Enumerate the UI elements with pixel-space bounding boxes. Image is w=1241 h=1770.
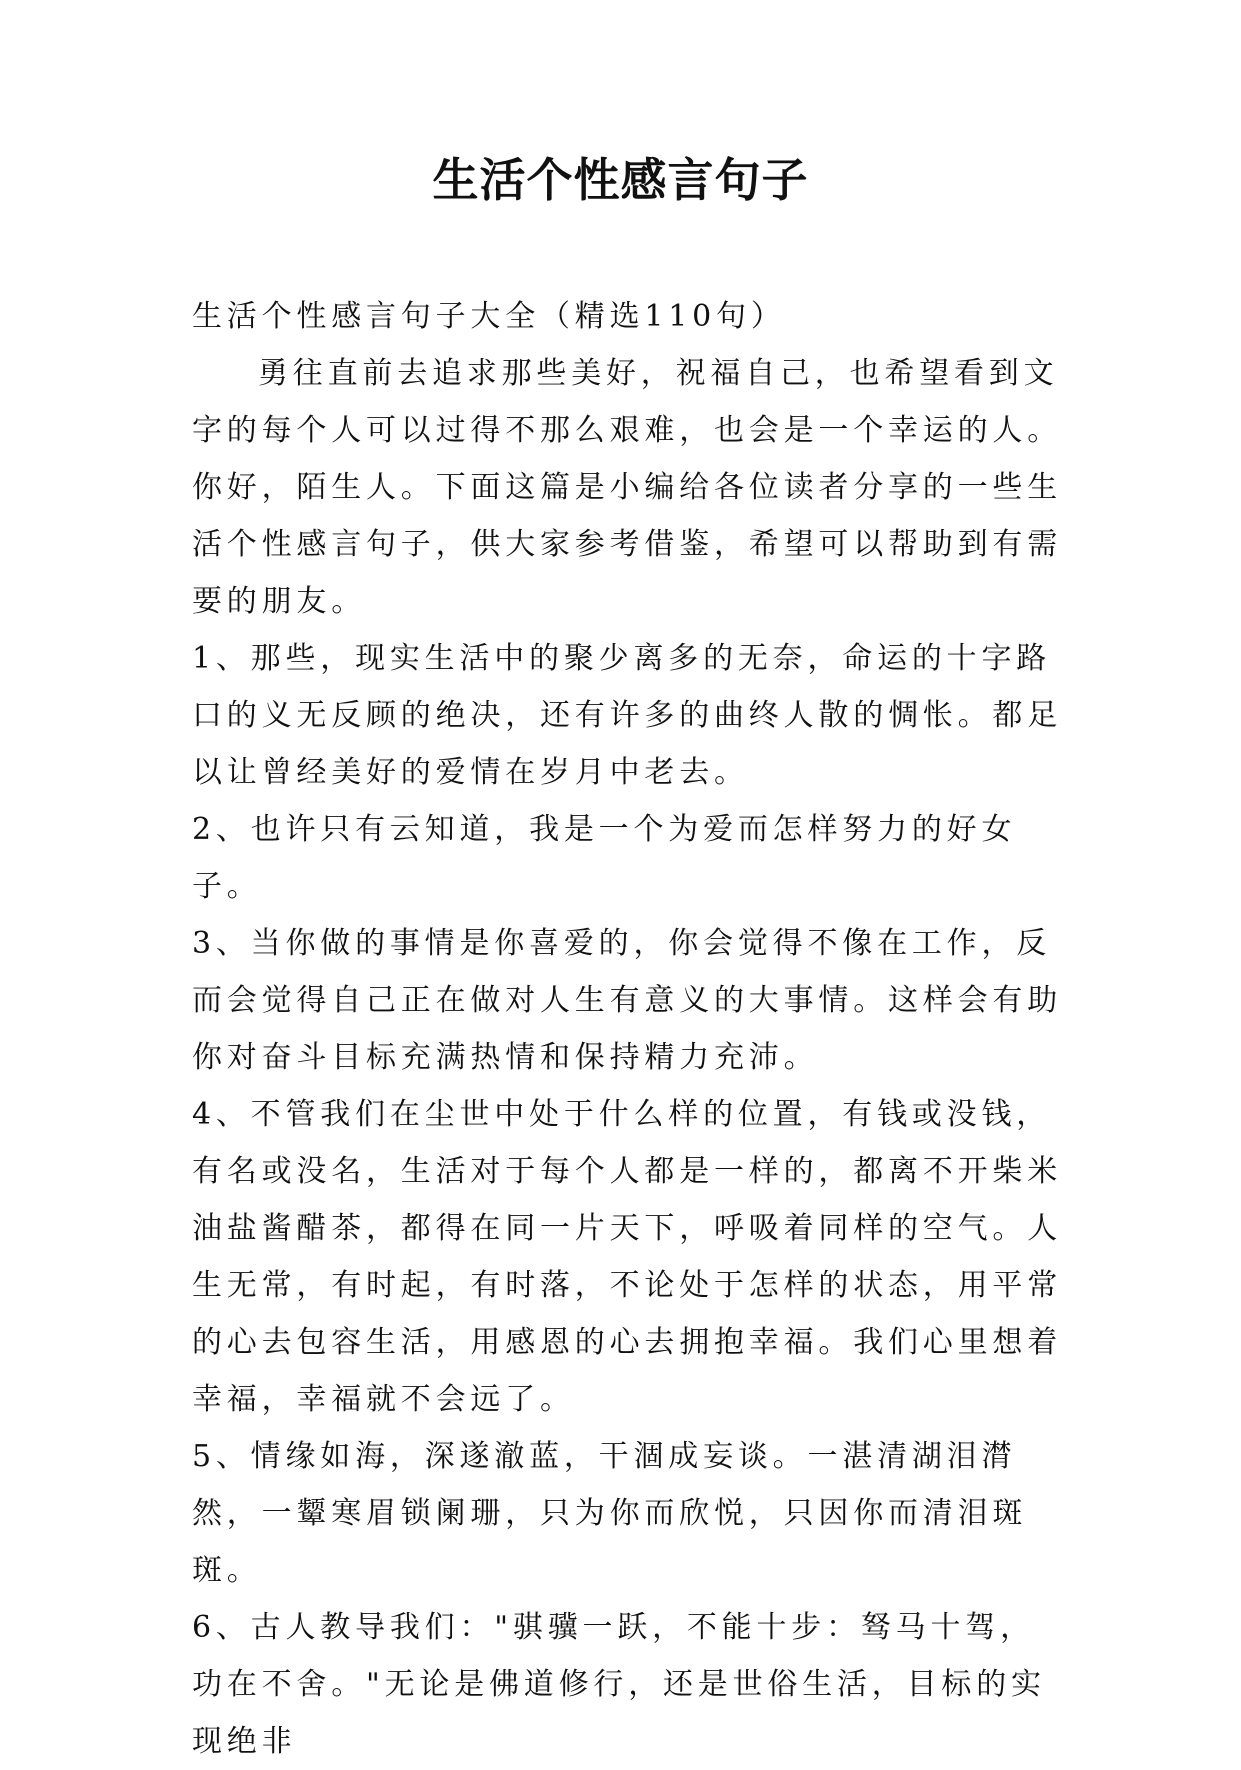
document-body [192,288,1062,1770]
quote-item-6: 6、古人教导我们："骐骥一跃，不能十步：驽马十驾，功在不舍。"无论是佛道修行，还是世俗生活，目标的实现绝非 [192,1610,1046,1759]
quote-item-3: 3、当你做的事情是你喜爱的，你会觉得不像在工作，反而会觉得自己正在做对人生有意义的大事情。这样会有助你对奋斗目标充满热情和保持精力充沛。 [192,926,1062,1075]
document-title: 生活个性感言句子 [432,153,809,207]
quote-item-5: 5、情缘如海，深遂澈蓝，干涸成妄谈。一湛清湖泪潸然，一颦寒眉锁阑珊，只为你而欣悦，只因你而清泪斑斑。 [192,1439,1028,1588]
document-subtitle: 生活个性感言句子大全（精选110句） [192,299,786,334]
quote-item-1: 1、那些，现实生活中的聚少离多的无奈，命运的十字路口的义无反顾的绝决，还有许多的曲终人散的惆怅。都足以让曾经美好的爱情在岁月中老去。 [192,641,1062,790]
intro-paragraph: 勇往直前去追求那些美好，祝福自己，也希望看到文字的每个人可以过得不那么艰难，也会是一个幸运的人。你好，陌生人。下面这篇是小编给各位读者分享的一些生活个性感言句子，供大家参考借鉴，希望可以帮助到有需要的朋友。 [192,356,1062,619]
quote-item-2: 2、也许只有云知道，我是一个为爱而怎样努力的好女子。 [192,812,1017,904]
quote-item-4: 4、不管我们在尘世中处于什么样的位置，有钱或没钱，有名或没名，生活对于每个人都是一样的，都离不开柴米油盐酱醋茶，都得在同一片天下，呼吸着同样的空气。人生无常，有时起，有时落，不论处于怎样的状态，用平常的心去包容生活，用感恩的心去拥抱幸福。我们心里想着幸福，幸福就不会远了。 [192,1097,1062,1417]
